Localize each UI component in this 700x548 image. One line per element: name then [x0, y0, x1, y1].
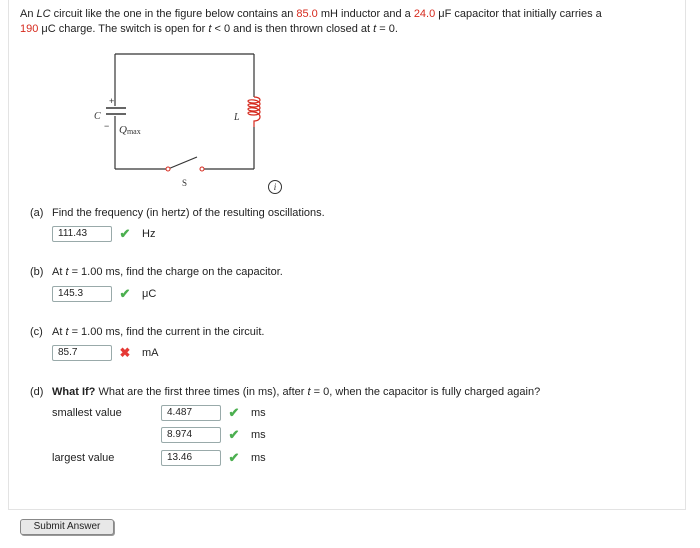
part-d-answer-row-2	[161, 427, 266, 443]
t-symbol: t	[208, 23, 212, 35]
switch-symbol	[166, 157, 204, 171]
part-d-answer-field-2[interactable]: 8.974	[161, 427, 221, 443]
question-text: At	[52, 326, 66, 338]
smallest-value-label: smallest value	[52, 407, 122, 419]
check-icon: ✔	[119, 286, 131, 301]
part-label: (d)	[30, 386, 44, 398]
question-text: = 1.00 ms, find the charge on the capacitor.	[68, 266, 283, 278]
question-text: What are the first three times (in ms), after	[95, 386, 308, 398]
intro-text: circuit like the one in the figure below contains an	[50, 8, 297, 20]
lc-circuit-figure	[84, 45, 284, 195]
part-d-answer-row-1	[161, 405, 266, 421]
check-icon: ✔	[228, 427, 240, 442]
part-a-answer-field[interactable]: 111.43	[52, 226, 112, 242]
intro-text: = 0.	[376, 23, 398, 35]
intro-text: μF capacitor that initially carries a	[435, 8, 602, 20]
part-b-question	[30, 266, 283, 278]
unit-label: ms	[251, 407, 266, 419]
check-icon: ✔	[119, 226, 131, 241]
part-label: (b)	[30, 266, 44, 278]
check-icon: ✔	[228, 450, 240, 465]
question-text: = 1.00 ms, find the current in the circuit.	[68, 326, 265, 338]
part-d-answer-row-3	[161, 450, 266, 466]
qmax-label: Qmax	[119, 124, 141, 136]
problem-statement	[20, 7, 680, 37]
inductance-value: 85.0	[296, 8, 318, 20]
unit-label: μC	[142, 288, 157, 300]
submit-answer-button[interactable]: Submit Answer	[20, 519, 114, 535]
part-label: (a)	[30, 207, 44, 219]
charge-value: 190	[20, 23, 39, 35]
what-if-label: What If?	[52, 386, 96, 398]
t-symbol: t	[307, 386, 311, 398]
capacitor-label: C	[94, 111, 101, 122]
plus-sign: +	[109, 96, 115, 106]
switch-label: S	[182, 178, 188, 188]
largest-value-label: largest value	[52, 452, 115, 464]
unit-label: Hz	[142, 228, 156, 240]
capacitance-value: 24.0	[413, 8, 436, 20]
part-c-question	[30, 326, 264, 338]
inductor-symbol	[248, 97, 260, 127]
question-text: Find the frequency (in hertz) of the resulting oscillations.	[52, 207, 325, 219]
part-b-answer-row	[52, 286, 156, 302]
inductor-label: L	[234, 112, 240, 123]
capacitor-symbol	[94, 96, 141, 136]
part-a-answer-row	[52, 226, 155, 242]
minus-sign: −	[104, 121, 110, 131]
t-symbol: t	[65, 266, 69, 278]
part-d-answer-field-3[interactable]: 13.46	[161, 450, 221, 466]
intro-text: < 0 and is then thrown closed at	[211, 23, 374, 35]
intro-text: μC charge. The switch is open for	[38, 23, 209, 35]
question-text: At	[52, 266, 66, 278]
unit-label: ms	[251, 452, 266, 464]
question-text: = 0, when the capacitor is fully charged again?	[310, 386, 541, 398]
part-d-answer-field-1[interactable]: 4.487	[161, 405, 221, 421]
t-symbol: t	[65, 326, 69, 338]
lc-text: LC	[36, 8, 51, 20]
check-icon: ✔	[228, 405, 240, 420]
info-icon[interactable]: i	[268, 180, 282, 194]
t-symbol: t	[373, 23, 377, 35]
part-b-answer-field[interactable]: 145.3	[52, 286, 112, 302]
part-a-question	[30, 207, 325, 219]
intro-text: An	[20, 8, 37, 20]
part-d-question	[30, 386, 540, 398]
intro-text: mH inductor and a	[317, 8, 414, 20]
part-label: (c)	[30, 326, 43, 338]
unit-label: ms	[251, 429, 266, 441]
part-c-answer-field[interactable]: 85.7	[52, 345, 112, 361]
part-c-answer-row	[52, 345, 159, 361]
unit-label: mA	[142, 347, 159, 359]
cross-icon: ✖	[119, 345, 131, 360]
